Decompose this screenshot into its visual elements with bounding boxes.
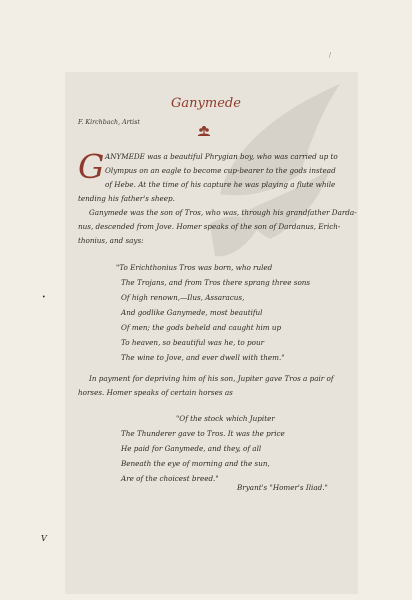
artist-credit: F. Kirchbach, Artist <box>78 119 140 126</box>
quote1-line: The wine to Jove, and ever dwell with them." <box>121 353 285 362</box>
quote1-line: To heaven, so beautiful was he, to pour <box>121 338 265 347</box>
page-title: Ganymede <box>171 96 241 111</box>
quote2-line: He paid for Ganymede, and they, of all <box>121 444 262 453</box>
margin-mark: • <box>42 294 46 301</box>
floral-ornament-icon <box>197 125 211 137</box>
quote1-line: The Trojans, and from Tros there sprang three sons <box>121 278 311 287</box>
paragraph1-line: tending his father's sheep. <box>78 194 175 203</box>
paragraph2-line: nus, descended from Jove. Homer speaks of the son of Dardanus, Erich- <box>78 222 341 231</box>
paragraph2-line: thonius, and says: <box>78 236 144 245</box>
quote2-line: Beneath the eye of morning and the sun, <box>121 459 270 468</box>
quote1-line: Of high renown,—Ilus, Assaracus, <box>121 293 245 302</box>
drop-cap: G <box>78 147 105 186</box>
quote2-line: "Of the stock which Jupiter <box>176 414 275 423</box>
quote1-line: And godlike Ganymede, most beautiful <box>121 308 263 317</box>
corner-mark: / <box>329 52 332 59</box>
paragraph2-line: Ganymede was the son of Tros, who was, through his grandfather Darda- <box>89 208 357 217</box>
quote2-line: Are of the choicest breed." <box>121 474 219 483</box>
quote1-line: Of men; the gods beheld and caught him up <box>121 323 282 332</box>
paragraph1-line: Olympus on an eagle to become cup-bearer to the gods instead <box>105 166 336 175</box>
paragraph3-line: horses. Homer speaks of certain horses as <box>78 388 233 397</box>
paragraph3-line: In payment for depriving him of his son, Jupiter gave Tros a pair of <box>89 374 334 383</box>
quote2-line: The Thunderer gave to Tros. It was the price <box>121 429 285 438</box>
paragraph1-line: of Hebe. At the time of his capture he was playing a flute while <box>105 180 336 189</box>
page-number: V <box>41 534 47 543</box>
paragraph1-line: ANYMEDE was a beautiful Phrygian boy, who was carried up to <box>105 152 338 161</box>
attribution: Bryant's "Homer's Iliad." <box>237 483 328 492</box>
quote1-line: "To Erichthonius Tros was born, who ruled <box>116 263 273 272</box>
